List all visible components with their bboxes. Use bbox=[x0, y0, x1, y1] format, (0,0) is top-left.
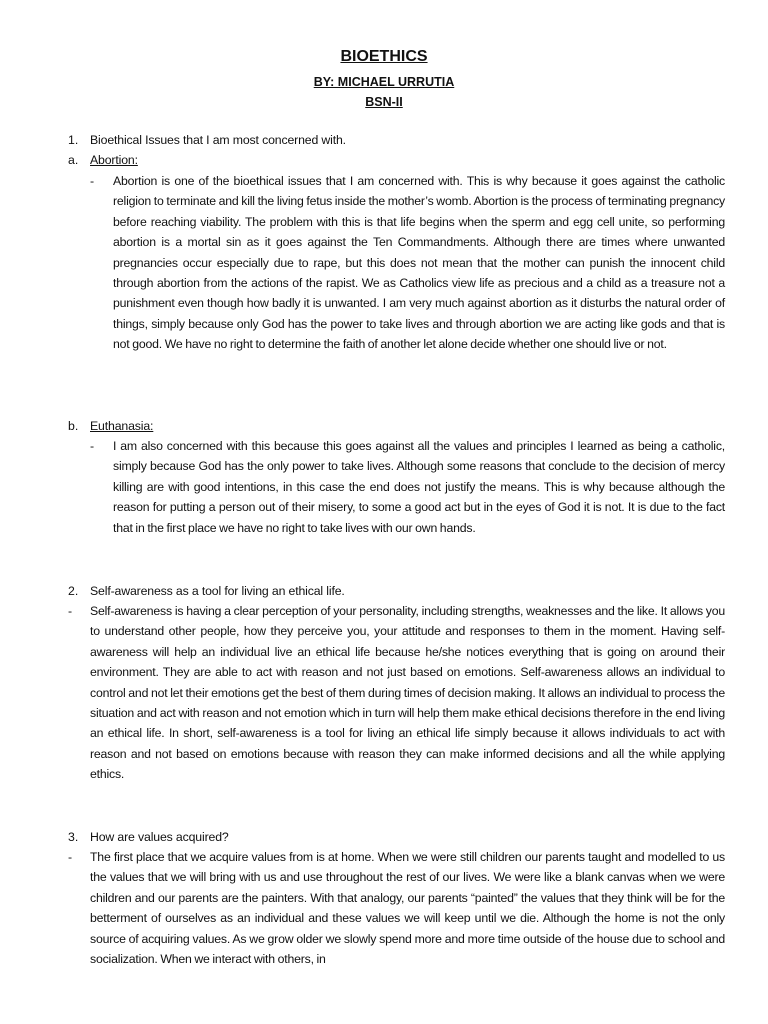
self-awareness-paragraph: Self-awareness is having a clear perception of your personality, including strengths, weaknesses and the like. It allows you to understand other people, how they perceive you, your attitude and responses to them in the moment. Having self-awareness will help an individual live an ethical life because he/she notices everything that is going on around their environment. They are able to act with reason and not just based on emotions. Self-awareness allows an individual to control and not let their emotions get the best of them during times of decision making. It allows an individual to process the situation and act with reason and not emotion which in turn will help them make ethical decisions therefore in the end living an ethical life. In short, self-awareness is a tool for living an ethical life simply because it allows individuals to act with reason and not based on emotions because with reason they can make informed decisions and all the while applying ethics. bbox=[90, 604, 725, 782]
section-1b-marker: b. bbox=[68, 419, 79, 433]
section-1b-label: Euthanasia: bbox=[90, 419, 154, 433]
abortion-paragraph: Abortion is one of the bioethical issues that I am concerned with. This is why because it goes against the catholic religion to terminate and kill the living fetus inside the mother’s womb. Abortion is the process of terminating pregnancy before reaching viability. The problem with this is that life begins when the sperm and egg cell unite, so performing abortion is a mortal sin as it goes against the Ten Commandments. Although there are times where unwanted pregnancies occur especially due to rape, but this does not mean that the mother can punish the innocent child through abortion from the actions of the rapist. We as Catholics view life as precious and a child as a treasure not a punishment even though how badly it is unwanted. I am very much against abortion as it disturbs the natural order of things, simply because only God has the power to take lives and through abortion we are acting like gods and that is not good. We have no right to determine the faith of another let alone decide whether one should live or not. bbox=[113, 174, 725, 352]
document-author: BY: MICHAEL URRUTIA bbox=[313, 75, 455, 89]
section-2-number: 2. bbox=[68, 584, 79, 598]
section-2-dash: - bbox=[68, 604, 73, 618]
section-2-heading: Self-awareness as a tool for living an ethical life. bbox=[90, 584, 345, 598]
document-title: BIOETHICS bbox=[340, 48, 428, 65]
euthanasia-paragraph: I am also concerned with this because this goes against all the values and principles I learned as being a catholic, simply because God has the only power to take lives. Although some reasons that conclude to the decision of mercy killing are with good intentions, in this case the end does not justify the means. This is why because although the reason for putting a person out of their misery, to some a good act but in the eyes of God it is not. It is due to the fact that in the first place we have no right to take lives with our own hands. bbox=[113, 439, 725, 535]
section-1a-marker: a. bbox=[68, 153, 79, 167]
section-1-heading: Bioethical Issues that I am most concerned with. bbox=[90, 133, 346, 147]
document-course: BSN-II bbox=[365, 95, 403, 109]
section-3-number: 3. bbox=[68, 830, 79, 844]
section-1-number: 1. bbox=[68, 133, 79, 147]
section-1b-dash: - bbox=[90, 439, 95, 453]
section-3-heading: How are values acquired? bbox=[90, 830, 229, 844]
section-1a-label: Abortion: bbox=[90, 153, 138, 167]
section-3-dash: - bbox=[68, 850, 73, 864]
section-1a-dash: - bbox=[90, 174, 95, 188]
values-paragraph: The first place that we acquire values from is at home. When we were still children our parents taught and modelled to us the values that we will bring with us and use throughout the rest of our lives. We were like a blank canvas when we were children and our parents are the painters. With that analogy, our parents “painted” the values that they think will be for the betterment of ourselves as an individual and these values we will keep until we die. Although the home is not the only source of acquiring values. As we grow older we slowly spend more and more time outside of the house due to school and socialization. When we interact with others, in bbox=[90, 850, 725, 967]
